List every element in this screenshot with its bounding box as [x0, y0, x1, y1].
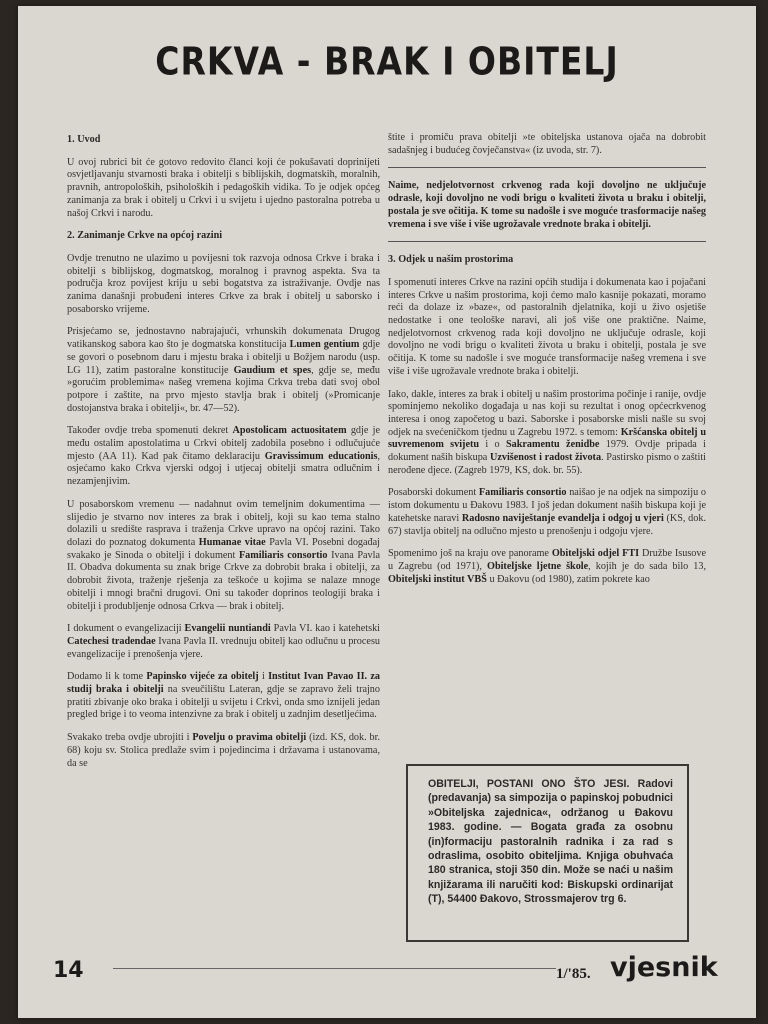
paragraph: Iako, dakle, interes za brak i obitelj u našim prostorima počinje i ranije, ovdje spominjemo nekoliko događaja u nas koji su rezultat i onog općecrkvenog interesa i onog započetog u bazi. Saborske i posaborske misli našle su svoj odjek na svećeničkom tjednu u Zagrebu 1972. s temom: Kršćanska obitelj u suvremenom svijetu i o Sakramentu ženidbe 1979. Ovdje pripada i dokument naših biskupa Uzvišenost i radost života. Pastirsko pismo o zaštiti nerođene djece. (Zagreb 1979, KS, dok. br. 55).	[388, 388, 707, 476]
paragraph-continued: štite i promiču prava obitelji »te obiteljska ustanova ojača na dobrobit sadašnjeg i budućeg čovječanstva« (iz uvoda, str. 7).	[388, 132, 706, 156]
divider	[388, 167, 706, 168]
paragraph: Također ovdje treba spomenuti dekret Apostolicam actuositatem gdje je među ostalim apostolatima u Crkvi obitelj zadobila posebno i odlučujuće mjesto (AA 11). Kad pak čitamo deklaraciju Gravissimum educationis, osjećamo kako Crkva vjerski odgoj i utjecaj obitelji smatra odlučnim i nezamjenjivim.	[67, 425, 381, 488]
page-number: 14	[53, 958, 84, 983]
paragraph: Ovdje trenutno ne ulazimo u povijesni tok razvoja odnosa Crkve i braka i obitelji s biblijskog, dogmatskog, moralnog i pravnog aspekta. Sva ta područja kroz povijest kriju u sebi bogatstva za istraživanje. Ovdje nas zanima današnji probuđeni interes Crkve za brak i obitelj u saborsko i posaborsko vrijeme.	[67, 252, 380, 315]
publication-logo: vjesnik	[610, 952, 718, 983]
divider	[388, 241, 706, 242]
issue-number: 1/'85.	[556, 966, 591, 982]
paragraph: I spomenuti interes Crkve na razini općih studija i dokumenata kao i pojačani interes Crkve u našim prostorima, koji ćemo malo kasnije pokazati, moramo reći da dolaze iz »baze«, od pastoralnih djelatnika, koji u živo osjetiše nedostatke i one teološke naravi, ali još više one praktične. Naime, nedjelotvornost crkvenog rada koji dovoljno ne uključuje odrasle, koji dovoljno ne vodi brigu o kvaliteti života u braku i obitelji, postala je sve očitija. K tome su nadošle i sve moguće transformacije našeg vremena i sve više i više ugrožavale vrednote braka i obitelji.	[388, 276, 706, 377]
paragraph: Svakako treba ovdje ubrojiti i Povelju o pravima obitelji (izd. KS, dok. br. 68) koju sv. Stolica predlaže svim i pojedincima i državama i ustanovama, da se	[67, 732, 380, 769]
paragraph: Dodamo li k tome Papinsko vijeće za obitelj i Institut Ivan Pavao II. za studij braka i obitelji na sveučilištu Lateran, gdje se zapravo želi trajno pratiti zbivanje oko braka i obitelji u svijetu i Crkvi, onda smo iznijeli jedan pregled brige i to veoma intenzivne za brak i obitelj u zadnjim desetljećima.	[67, 671, 380, 721]
pull-quote: Naime, nedjelotvornost crkvenog rada koji dovoljno ne uključuje odrasle, koji dovoljno ne vodi brigu o kvaliteti života u braku i obitelji, postala je sve očitija. K tome su nadošle i sve moguće trasformacije našeg vremena i sve više i više ugrožavale vrednote braka i obitelji.	[388, 180, 706, 230]
footer-rule	[113, 968, 556, 969]
section-heading-intro: 1. Uvod	[67, 134, 101, 145]
paragraph: U ovoj rubrici bit će gotovo redovito članci koji će pokušavati doprinijeti osvjetljavanju stvarnosti braka i obitelji s biblijskih, dogmatskih, moralnih, pravnih, antropoloških, psiholoških i pedagoških vidika. To je odjek općeg zanimanja za brak i obitelj u Crkvi i u svijetu i ujedno pastoralna potreba u našoj Crkvi i narodu.	[67, 156, 380, 219]
paragraph: Posaborski dokument Familiaris consortio naišao je na odjek na simpoziju o istom dokumentu u Đakovu 1983. I još jedan dokument naših biskupa koji je katehetske naravi Radosno naviještanje evandelja i odgoj u vjeri (KS, dok. 67) stavlja obitelj na odlučno mjesto u prenošenju i odgoju vjere.	[388, 487, 706, 537]
paragraph: Spomenimo još na kraju ove panorame Obiteljski odjel FTI Družbe Isusove u Zagrebu (od 1971), Obiteljske ljetne škole, kojih je do sada bilo 13, Obiteljski institut VBŠ u Đakovu (od 1980), zatim pokrete kao	[388, 548, 706, 585]
section-heading-local-echo: 3. Odjek u našim prostorima	[388, 254, 514, 266]
paragraph: U posaborskom vremenu — nadahnut ovim temeljnim dokumentima — slijedio je stvarno nov interes za brak i obitelj, koji su kao tema stalno dolazili u središte rasprava i traženja Crkve upravo na općoj razini. Tako dolazi do poznatog dokumenta Humanae vitae Pavla VI. Posebni događaj svakako je Sinoda o obitelji i dokument Familiaris consortio Ivana Pavla II. Obadva dokumenta su znak brige Crkve za dobrobit braka i obitelji, za dobrobit života, traženje rješenja za teškoće u kojima se nalaze mnoge obitelji i mnogi bračni drugovi. Oni su također doprinos teologiji braka i obitelji i produbljenje odnosa Crkva — brak i obitelj.	[67, 498, 380, 612]
left-column	[67, 134, 380, 780]
right-column	[388, 132, 706, 596]
section-heading-general-level: 2. Zanimanje Crkve na općoj razini	[67, 230, 223, 242]
paragraph: I dokument o evangelizaciji Evangelii nuntiandi Pavla VI. kao i katehetski Catechesi tradendae Ivana Pavla II. vrednuju obitelj kao odlučnu u procesu evangelizacije i prenošenja vjere.	[67, 623, 381, 660]
article-title: CRKVA - BRAK I OBITELJ	[155, 39, 619, 84]
paragraph: Prisjećamo se, jednostavno nabrajajući, vrhunskih dokumenata Drugog vatikanskog sabora kao što je dogmatska konstitucija Lumen gentium gdje se govori o posebnom daru i mjestu braka i obitelji u Božjem narodu (usp. LG 11), zatim pastoralne konstitucije Gaudium et spes, gdje se, među »gorućim problemima« našeg vremena kojima Crkva treba dati svoj obol potpore i zaštite, na prvo mjesto stavlja brak i obitelj (»Promicanje dostojanstva braka i obitelji«, br. 47—52).	[67, 326, 380, 414]
magazine-page	[18, 6, 756, 1018]
book-advert-box: OBITELJI, POSTANI ONO ŠTO JESI. Radovi (predavanja) sa simpozija o papinskoj pobudnici »Obiteljska zajednica«, održanog u Đakovu 1983. godine. — Bogata građa za osobnu (in)formaciju pastoralnih radnika i za rad s odraslima, osobito obiteljima. Knjiga obuhvaća 180 stranica, stoji 350 din. Može se naći u našim knjižarama ili naručiti kod: Biskupski ordinarijat (T), 54400 Đakovo, Strossmajerov trg 6.	[406, 764, 689, 942]
